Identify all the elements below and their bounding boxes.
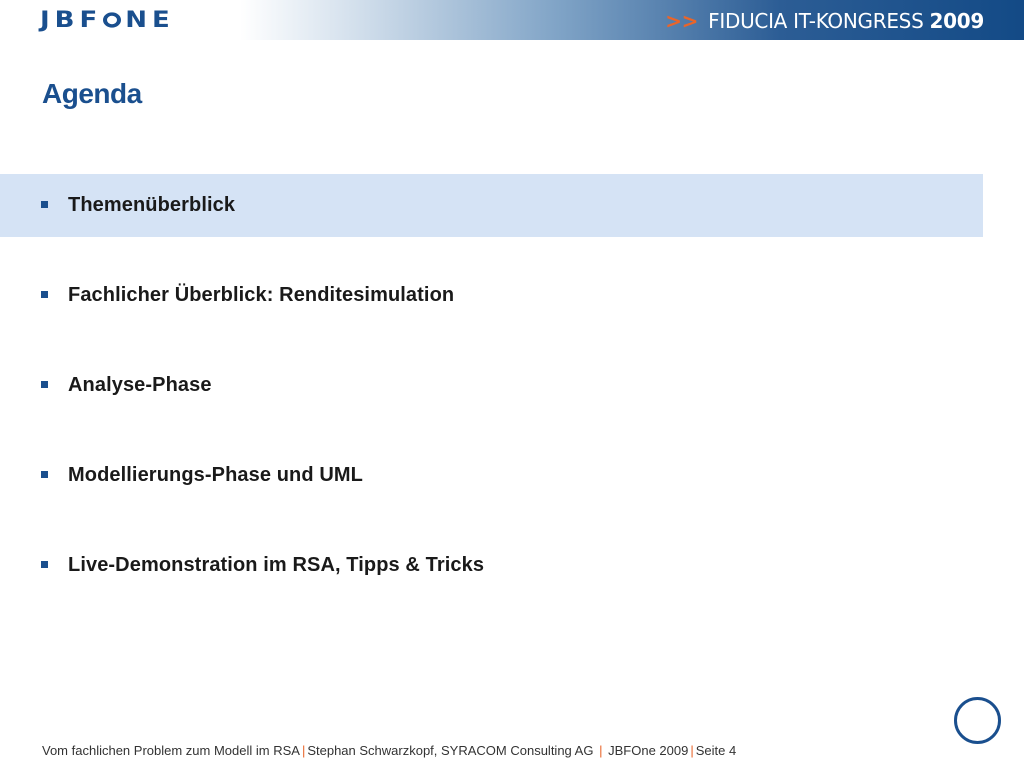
bullet-icon: [41, 381, 48, 388]
conference-name: FIDUCIA IT-KONGRESS: [708, 9, 924, 33]
bullet-icon: [41, 291, 48, 298]
footer-presentation-title: Vom fachlichen Problem zum Modell im RSA: [42, 743, 300, 758]
page-title: Agenda: [42, 78, 142, 109]
agenda-item-analyse-phase: [0, 354, 983, 417]
agenda-item-label: Modellierungs-Phase und UML: [68, 464, 363, 486]
agenda-item-label: Live-Demonstration im RSA, Tipps & Tricks: [68, 554, 485, 576]
agenda-item-label: Fachlicher Überblick: Renditesimulation: [68, 284, 455, 306]
footer-separator: |: [301, 743, 306, 758]
header-bar: [0, 0, 1024, 40]
footer-separator: |: [599, 743, 603, 758]
jbfone-logo: [40, 8, 175, 32]
agenda-item-live-demonstration: [0, 534, 983, 597]
agenda-item-label: Themenüberblick: [68, 194, 236, 216]
agenda-item-fachlicher-ueberblick: [0, 264, 983, 327]
footer-page-number: Seite 4: [695, 743, 737, 758]
bullet-icon: [41, 201, 48, 208]
footer: [42, 743, 736, 758]
footer-speaker: Stephan Schwarzkopf, SYRACOM Consulting AG: [307, 743, 594, 758]
agenda-list: [0, 174, 983, 624]
agenda-item-themenueberblick: [0, 174, 983, 237]
footer-event: JBFOne 2009: [608, 743, 689, 758]
bullet-icon: [41, 561, 48, 568]
circle-icon: [954, 697, 1001, 744]
agenda-item-modellierungs-phase: [0, 444, 983, 507]
conference-year: 2009: [929, 9, 984, 33]
agenda-item-label: Analyse-Phase: [68, 374, 212, 396]
conference-arrows: >>: [665, 9, 699, 33]
bullet-icon: [41, 471, 48, 478]
logo-ring-icon: [103, 12, 121, 27]
logo-text-part2: NE: [125, 7, 175, 33]
footer-separator: |: [690, 743, 694, 758]
conference-title: [665, 7, 984, 35]
logo-text-part1: JBF: [40, 7, 103, 33]
